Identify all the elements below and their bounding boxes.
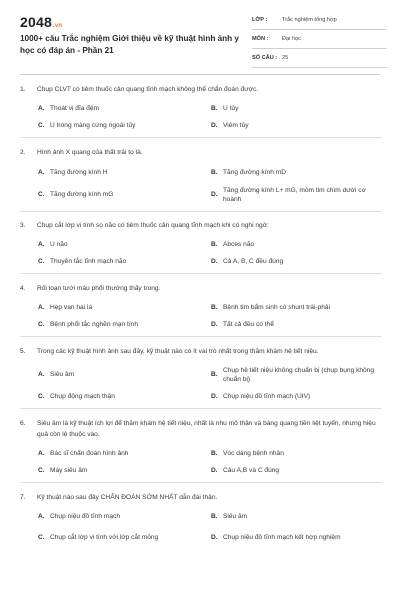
- option-text: Chụp cắt lớp vi tính với lớp cắt mỏng: [50, 534, 159, 542]
- question-item: [20, 346, 382, 409]
- option-text: Abces não: [223, 240, 255, 248]
- question-number: 3.: [20, 222, 26, 229]
- question-number: 5.: [20, 348, 26, 355]
- answer-options: [20, 236, 382, 270]
- question-item: [20, 80, 382, 138]
- option-text: Bệnh tim bẩm sinh có shunt trái-phải: [223, 303, 331, 311]
- question-text: [20, 147, 382, 158]
- option-text: U tủy: [223, 104, 239, 112]
- answer-option[interactable]: [38, 117, 211, 134]
- option-text: Vóc dáng bệnh nhân: [223, 449, 284, 457]
- option-letter: A.: [38, 168, 45, 176]
- logo-name: 2048: [20, 14, 52, 30]
- option-letter: C.: [38, 257, 45, 265]
- answer-option[interactable]: [211, 163, 382, 182]
- question-stem: Rối loạn tưới máu phổi thường thấy trong.: [37, 285, 161, 292]
- option-letter: C.: [38, 466, 45, 474]
- answer-option[interactable]: [38, 525, 211, 551]
- option-letter: B.: [211, 168, 218, 176]
- option-letter: D.: [211, 392, 218, 400]
- option-text: Tăng đường kính mG: [50, 191, 114, 199]
- question-text: [20, 346, 382, 357]
- question-divider: [20, 273, 382, 274]
- option-text: Chụp niệu đồ tĩnh mạch (UIV): [223, 392, 311, 400]
- logo-suffix: .vn: [52, 23, 63, 29]
- meta-label: MÔN :: [252, 36, 269, 42]
- question-stem: Hình ảnh X quang của thất trái to là.: [37, 149, 143, 156]
- option-letter: D.: [211, 191, 218, 199]
- answer-option[interactable]: [38, 462, 211, 479]
- answer-option[interactable]: [38, 508, 211, 525]
- option-letter: A.: [38, 512, 45, 520]
- question-item: [20, 283, 382, 337]
- option-letter: C.: [38, 320, 45, 328]
- answer-option[interactable]: [38, 182, 211, 208]
- option-letter: D.: [211, 466, 218, 474]
- meta-table: [252, 11, 387, 68]
- question-item: [20, 220, 382, 274]
- question-stem: Trong các kỹ thuật hình ảnh sau đây, kỹ thuật nào có ít vai trò nhất trong thăm khám hệ tiết niệu.: [37, 348, 319, 355]
- question-number: 6.: [20, 420, 26, 427]
- option-text: Siêu âm: [223, 512, 248, 520]
- option-letter: B.: [211, 240, 218, 248]
- page-header: [0, 0, 400, 74]
- option-letter: D.: [211, 534, 218, 542]
- answer-option[interactable]: [38, 100, 211, 117]
- answer-option[interactable]: [211, 117, 382, 134]
- option-letter: A.: [38, 240, 45, 248]
- answer-option[interactable]: [38, 388, 211, 405]
- option-letter: D.: [211, 257, 218, 265]
- question-divider: [20, 408, 382, 409]
- question-divider: [20, 137, 382, 138]
- answer-option[interactable]: [211, 462, 382, 479]
- option-text: Thuyên tắc tĩnh mạch não: [50, 257, 127, 265]
- answer-options: [20, 100, 382, 134]
- answer-option[interactable]: [38, 316, 211, 333]
- option-text: Câu A,B và C đúng: [223, 466, 280, 474]
- question-stem: Chụp cắt lớp vi tính sọ não có tiêm thuốc cản quang tĩnh mạch khi có nghi ngờ:: [37, 222, 269, 229]
- meta-value: Trắc nghiệm tổng hợp: [282, 17, 337, 23]
- question-text: [20, 84, 382, 95]
- option-text: Tăng đường kính mD: [223, 168, 286, 176]
- option-letter: A.: [38, 104, 45, 112]
- answer-options: [20, 163, 382, 208]
- answer-option[interactable]: [211, 100, 382, 117]
- answer-option[interactable]: [211, 253, 382, 270]
- question-stem: Siêu âm là kỹ thuật ích lợi để thăm khám hệ tiết niệu, nhất là nhu mô thận và bàng quang tiền liệt tuyến, nhưng hiệu quả còn lệ thuộc vào.: [37, 420, 376, 438]
- answer-option[interactable]: [211, 299, 382, 316]
- question-text: [20, 492, 382, 503]
- question-divider: [20, 482, 382, 483]
- option-text: Tăng đường kính H: [50, 168, 108, 176]
- question-number: 4.: [20, 285, 26, 292]
- question-number: 1.: [20, 86, 26, 93]
- option-letter: A.: [38, 303, 45, 311]
- option-text: Cả A, B, C đều đúng: [223, 257, 284, 265]
- answer-option[interactable]: [211, 508, 382, 525]
- question-divider: [20, 336, 382, 337]
- question-stem: Kỹ thuật nào sau đây CHẨN ĐOÁN SỚM NHẤT dẫn đái thận.: [37, 494, 218, 501]
- option-text: Tất cả đều có thể: [223, 320, 274, 328]
- answer-option[interactable]: [38, 445, 211, 462]
- option-text: Tăng đường kính L+ mG, mỏm tim chìm dưới cơ hoành: [223, 186, 366, 203]
- option-text: Chụp niệu đồ tĩnh mạch kết hợp nghiệm: [223, 534, 341, 542]
- option-text: Máy siêu âm: [50, 466, 88, 474]
- meta-value: 25: [282, 55, 289, 61]
- option-letter: D.: [211, 320, 218, 328]
- answer-options: [20, 508, 382, 551]
- question-number: 7.: [20, 494, 26, 501]
- question-divider: [20, 211, 382, 212]
- option-text: U trong màng cứng ngoài tủy: [50, 121, 136, 129]
- option-text: Chụp niệu đồ tĩnh mạch: [50, 512, 121, 520]
- option-text: Thoát vị đĩa đệm: [50, 104, 100, 112]
- meta-row-count: [252, 49, 387, 68]
- option-letter: B.: [211, 449, 218, 457]
- answer-option[interactable]: [38, 236, 211, 253]
- meta-label: SỐ CÂU :: [252, 55, 278, 61]
- option-letter: B.: [211, 104, 218, 112]
- answer-options: [20, 299, 382, 333]
- question-stem: Chụp CLVT có tiêm thuốc cản quang tĩnh mạch không thể chẩn đoán được.: [37, 86, 259, 93]
- option-text: U não: [50, 240, 68, 248]
- answer-option[interactable]: [38, 163, 211, 182]
- meta-row-subject: [252, 30, 387, 49]
- answer-option[interactable]: [211, 236, 382, 253]
- answer-option[interactable]: [38, 299, 211, 316]
- option-letter: C.: [38, 534, 45, 542]
- meta-row-class: [252, 11, 387, 30]
- option-letter: B.: [211, 303, 218, 311]
- answer-option[interactable]: [211, 388, 382, 405]
- option-text: Bác sĩ chẩn đoán hình ảnh: [50, 449, 129, 457]
- question-item: [20, 492, 382, 551]
- answer-option[interactable]: [211, 525, 382, 551]
- question-item: [20, 147, 382, 212]
- option-letter: B.: [211, 512, 218, 520]
- option-letter: B.: [211, 371, 218, 379]
- answer-option[interactable]: [211, 316, 382, 333]
- answer-options: [20, 445, 382, 479]
- question-text: [20, 283, 382, 294]
- option-letter: D.: [211, 121, 218, 129]
- answer-option[interactable]: [38, 253, 211, 270]
- option-letter: C.: [38, 392, 45, 400]
- site-logo[interactable]: [20, 14, 62, 30]
- answer-option[interactable]: [211, 362, 382, 388]
- question-item: [20, 418, 382, 483]
- option-text: Hẹp van hai lá: [50, 303, 93, 311]
- option-text: Viêm tủy: [223, 121, 249, 129]
- header-divider: [20, 74, 380, 75]
- meta-value: Đại học: [282, 36, 301, 42]
- question-number: 2.: [20, 149, 26, 156]
- option-letter: C.: [38, 191, 45, 199]
- option-text: Bệnh phổi tắc nghẽn mạn tính: [50, 320, 138, 328]
- meta-label: LỚP :: [252, 17, 268, 23]
- question-text: [20, 418, 382, 440]
- answer-option[interactable]: [211, 182, 382, 208]
- answer-option[interactable]: [38, 362, 211, 388]
- answer-options: [20, 362, 382, 405]
- option-text: Siêu âm: [50, 371, 75, 379]
- answer-option[interactable]: [211, 445, 382, 462]
- option-text: Chụp hệ tiết niệu không chuẩn bị (chụp bụng không chuẩn bị): [223, 366, 375, 383]
- option-letter: A.: [38, 371, 45, 379]
- question-text: [20, 220, 382, 231]
- option-text: Chụp động mạch thận: [50, 392, 115, 400]
- question-list: [20, 80, 382, 551]
- option-letter: C.: [38, 121, 45, 129]
- option-letter: A.: [38, 449, 45, 457]
- page-title: 1000+ câu Trắc nghiệm Giới thiệu về kỹ thuật hình ảnh y học có đáp án - Phần 21: [20, 34, 239, 55]
